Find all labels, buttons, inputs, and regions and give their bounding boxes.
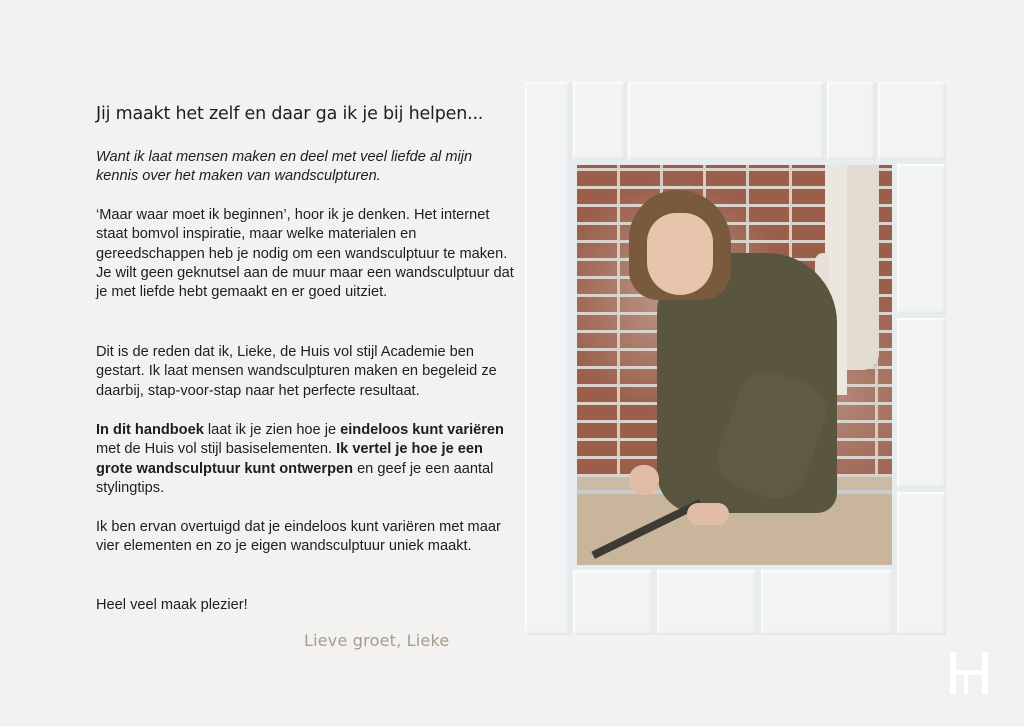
bold-ik-vertel-je: Ik vertel je hoe je een grote wandsculptuur kunt ontwerpen — [96, 441, 483, 477]
person-face — [647, 213, 713, 295]
signature: Lieve groet, Lieke — [304, 631, 450, 650]
person-hand — [687, 503, 729, 525]
text-segment: laat ik je zien hoe je — [203, 422, 341, 438]
panel-tile — [897, 492, 946, 635]
wall-sculpture — [847, 165, 879, 370]
panel-tile — [628, 82, 824, 160]
paragraph-plezier: Heel veel maak plezier! — [96, 597, 248, 613]
page-heading: Jij maakt het zelf en daar ga ik je bij helpen... — [96, 104, 484, 124]
panel-tile — [897, 318, 946, 488]
text-segment: en geef je een aantal stylingtips. — [96, 460, 494, 496]
bold-in-dit-handboek: In dit handboek — [96, 422, 204, 438]
paragraph-overtuigd: Ik ben ervan overtuigd dat je eindeloos kunt variëren met maar vier elementen en zo je eigen wandsculptuur uniek maakt. — [96, 519, 501, 555]
panel-tile — [525, 82, 570, 635]
huis-vol-stijl-logo-icon — [948, 650, 992, 696]
portrait-photo — [577, 165, 892, 565]
paragraph-beginnen: ‘Maar waar moet ik beginnen’, hoor ik je denken. Het internet staat bomvol inspiratie, maar welke materialen en gereedschappen heb je nodig om een wandsculptuur te maken. Je wilt geen geknutsel aan de muur maar een wandsculptuur dat je met liefde hebt gemaakt en er goed uitziet. — [96, 207, 514, 301]
paragraph-academie: Dit is de reden dat ik, Lieke, de Huis vol stijl Academie ben gestart. Ik laat mensen wandsculpturen maken en begeleid ze daarbij, stap-voor-stap naar het perfecte resultaat. — [96, 344, 497, 399]
panel-tile — [897, 164, 946, 314]
panel-tile — [657, 570, 757, 635]
text-segment: met de Huis vol stijl basiselementen. — [96, 441, 337, 458]
bold-eindeloos-varieren: eindeloos kunt variëren — [340, 422, 504, 438]
intro-paragraph: Want ik laat mensen maken en deel met veel liefde al mijn kennis over het maken van wandsculpturen. — [96, 149, 473, 185]
panel-tile — [761, 570, 893, 635]
panel-tile — [878, 82, 946, 160]
photo-panel — [525, 82, 946, 635]
panel-tile — [573, 82, 625, 160]
person-hand — [629, 465, 659, 495]
panel-tile — [827, 82, 875, 160]
panel-tile — [573, 570, 653, 635]
paragraph-handboek — [96, 421, 516, 498]
